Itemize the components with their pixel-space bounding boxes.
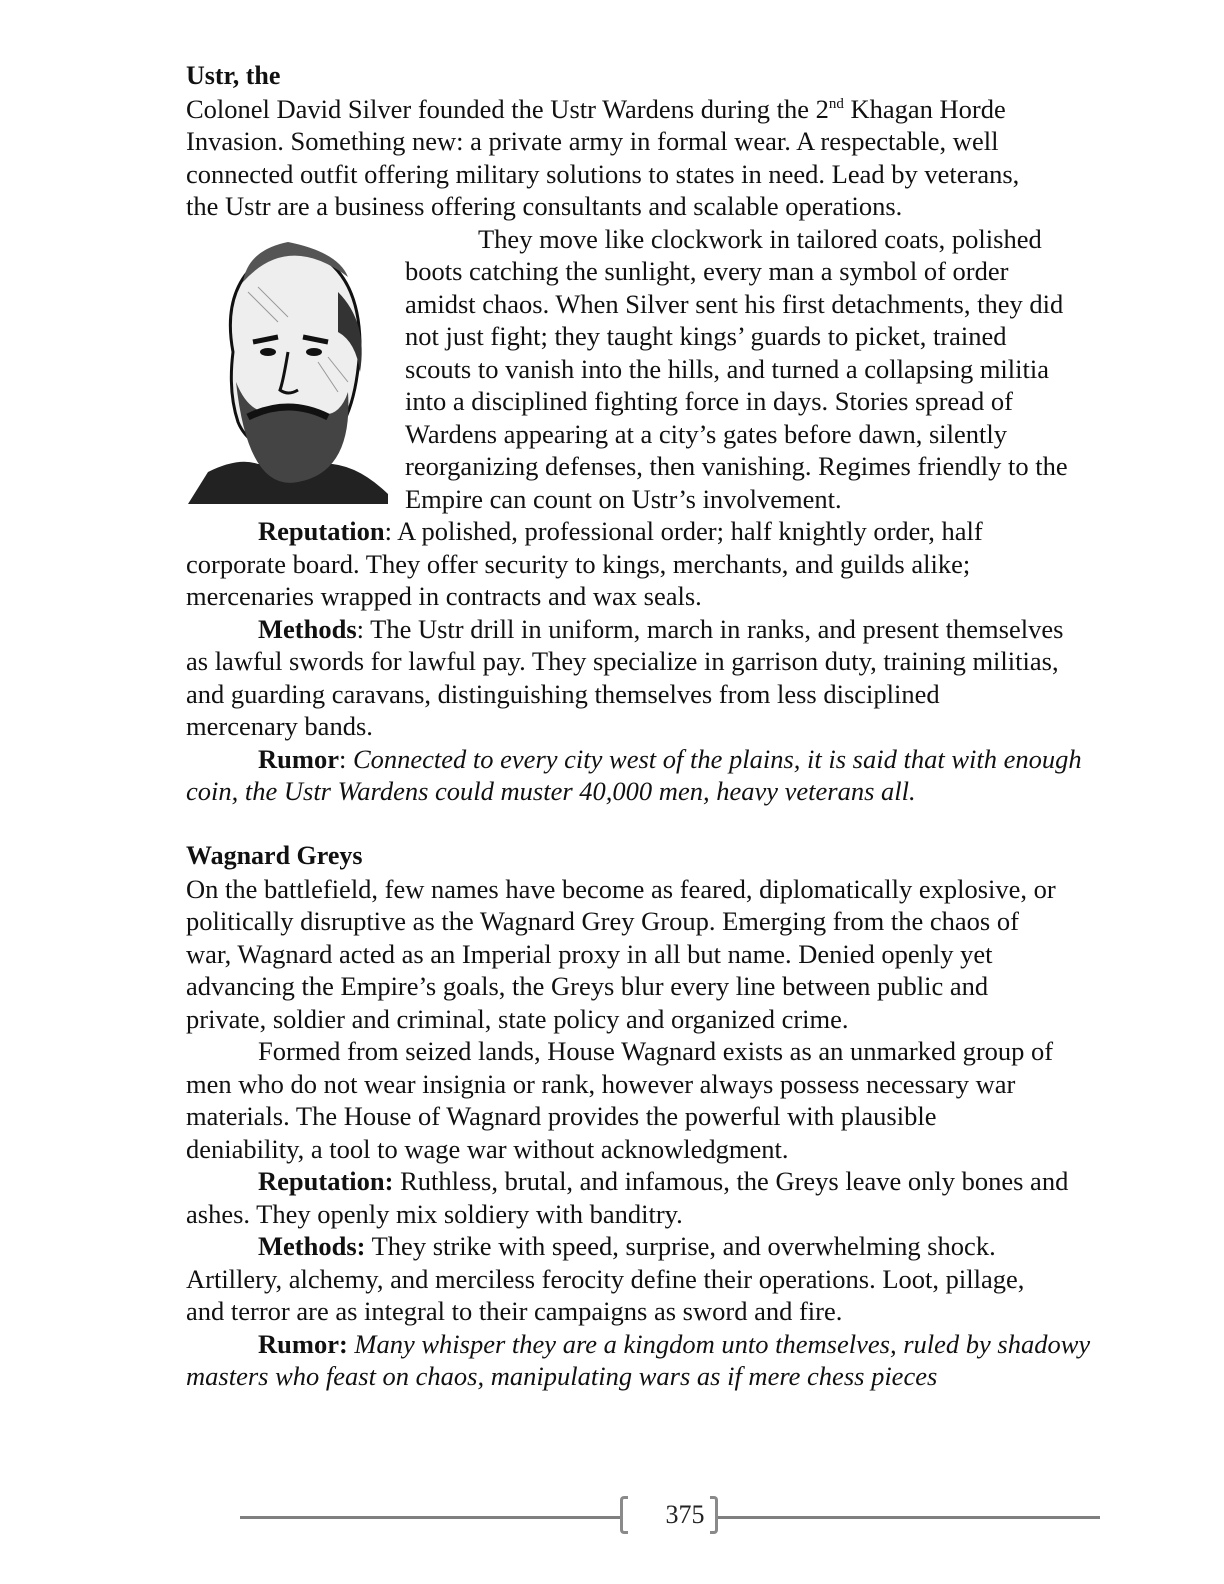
- text-line: [186, 1295, 1166, 1328]
- italic-text: Connected to every city west of the plains, it is said that with enough: [352, 743, 1082, 774]
- text-line: [186, 1133, 1166, 1166]
- field-label: Reputation:: [258, 1166, 394, 1196]
- field-label: Rumor: [258, 743, 339, 774]
- line-text: boots catching the sunlight, every man a symbol of order: [405, 256, 1009, 286]
- line-text: Wardens appearing at a city’s gates before dawn, silently: [405, 418, 1007, 449]
- line-text: war, Wagnard acted as an Imperial proxy in all but name. Denied openly yet: [186, 938, 993, 969]
- line-text: On the battlefield, few names have become as feared, diplomatically explosive, or: [186, 873, 1056, 904]
- text-line: [186, 808, 1166, 841]
- line-text: deniability, a tool to wage war without acknowledgment.: [186, 1133, 789, 1164]
- line-text: as lawful swords for lawful pay. They specialize in garrison duty, training militias,: [186, 646, 1059, 676]
- line-text: They strike with speed, surprise, and overwhelming shock.: [365, 1231, 996, 1261]
- text-line: [186, 548, 1166, 581]
- text-line: [186, 1100, 1166, 1133]
- text-line: [186, 678, 1166, 711]
- line-text: scouts to vanish into the hills, and turned a collapsing militia: [405, 353, 1050, 384]
- line-text: and guarding caravans, distinguishing themselves from less disciplined: [186, 678, 940, 709]
- footer-rule-left: [240, 1516, 620, 1519]
- field-label: Methods:: [258, 1231, 366, 1261]
- text-line: [186, 938, 1166, 971]
- line-text: and terror are as integral to their campaigns as sword and fire.: [186, 1296, 843, 1326]
- footer-rule-right: [718, 1516, 1100, 1519]
- field-label: Rumor:: [258, 1328, 348, 1359]
- line-text: materials. The House of Wagnard provides the powerful with plausible: [186, 1101, 937, 1131]
- line-text: politically disruptive as the Wagnard Grey Group. Emerging from the chaos of: [186, 906, 1019, 936]
- superscript: nd: [828, 95, 844, 112]
- line-text: Ruthless, brutal, and infamous, the Greys leave only bones and: [393, 1166, 1069, 1196]
- text-line: [186, 775, 1166, 808]
- text-line: [186, 125, 1166, 158]
- text-line: [186, 515, 1166, 548]
- text-line: [186, 1165, 1166, 1198]
- text-line: [186, 158, 1166, 191]
- section-heading: Wagnard Greys: [186, 841, 363, 870]
- text-line: [186, 190, 1166, 223]
- text-line: [186, 1003, 1166, 1036]
- text-line: [186, 873, 1166, 906]
- line-text: amidst chaos. When Silver sent his first detachments, they did: [405, 288, 1064, 319]
- text-line: [186, 1230, 1166, 1263]
- page-footer: [240, 1492, 1100, 1538]
- text-line: [186, 93, 1166, 126]
- line-text: mercenaries wrapped in contracts and wax seals.: [186, 581, 702, 611]
- text-line: [186, 580, 1166, 613]
- italic-text: coin, the Ustr Wardens could muster 40,000 men, heavy veterans all.: [186, 776, 916, 806]
- field-label: Methods: [258, 613, 357, 644]
- line-text: men who do not wear insignia or rank, however always possess necessary war: [186, 1068, 1016, 1099]
- line-text: corporate board. They offer security to kings, merchants, and guilds alike;: [186, 548, 971, 579]
- line-text: into a disciplined fighting force in days. Stories spread of: [405, 386, 1013, 416]
- line-text: advancing the Empire’s goals, the Greys blur every line between public and: [186, 971, 989, 1001]
- portrait-engraving: [188, 232, 388, 504]
- line-text: mercenary bands.: [186, 711, 373, 741]
- page-number: 375: [665, 1500, 705, 1529]
- line-text: Formed from seized lands, House Wagnard exists as an unmarked group of: [258, 1036, 1054, 1066]
- line-text: Colonel David Silver founded the Ustr Wardens during the 2: [186, 93, 829, 124]
- line-text: Khagan Horde: [843, 93, 1006, 124]
- line-text: ashes. They openly mix soldiery with banditry.: [186, 1198, 683, 1229]
- text-line: [186, 645, 1166, 678]
- left-bracket: [620, 1496, 628, 1534]
- text-line: [186, 743, 1166, 776]
- section-heading: Ustr, the: [186, 61, 281, 90]
- line-text: not just fight; they taught kings’ guards to picket, trained: [405, 321, 1007, 351]
- text-line: [186, 613, 1166, 646]
- text-line: [186, 970, 1166, 1003]
- text-line: [186, 710, 1166, 743]
- text-line: [186, 1360, 1166, 1393]
- line-text: the Ustr are a business offering consultants and scalable operations.: [186, 191, 903, 221]
- line-text: private, soldier and criminal, state policy and organized crime.: [186, 1003, 849, 1034]
- line-text: Empire can count on Ustr’s involvement.: [405, 483, 842, 514]
- line-text: : A polished, professional order; half knightly order, half: [384, 516, 983, 546]
- right-bracket: [710, 1496, 718, 1534]
- text-line: [186, 1328, 1166, 1361]
- line-text: Invasion. Something new: a private army in formal wear. A respectable, well: [186, 126, 999, 156]
- field-label: Reputation: [258, 516, 385, 546]
- text-line: [186, 1068, 1166, 1101]
- label-separator: :: [338, 743, 353, 774]
- text-line: [186, 1035, 1166, 1068]
- line-text: They move like clockwork in tailored coats, polished: [478, 223, 1042, 254]
- line-text: : The Ustr drill in uniform, march in ranks, and present themselves: [356, 613, 1064, 644]
- text-line: [186, 905, 1166, 938]
- text-line: [186, 1263, 1166, 1296]
- line-text: connected outfit offering military solutions to states in need. Lead by veterans,: [186, 158, 1020, 189]
- line-text: reorganizing defenses, then vanishing. Regimes friendly to the: [405, 451, 1068, 481]
- line-text: Artillery, alchemy, and merciless ferocity define their operations. Loot, pillage,: [186, 1263, 1025, 1294]
- italic-text: masters who feast on chaos, manipulating wars as if mere chess pieces: [186, 1361, 938, 1391]
- italic-text: Many whisper they are a kingdom unto themselves, ruled by shadowy: [354, 1328, 1091, 1359]
- text-line: [186, 1198, 1166, 1231]
